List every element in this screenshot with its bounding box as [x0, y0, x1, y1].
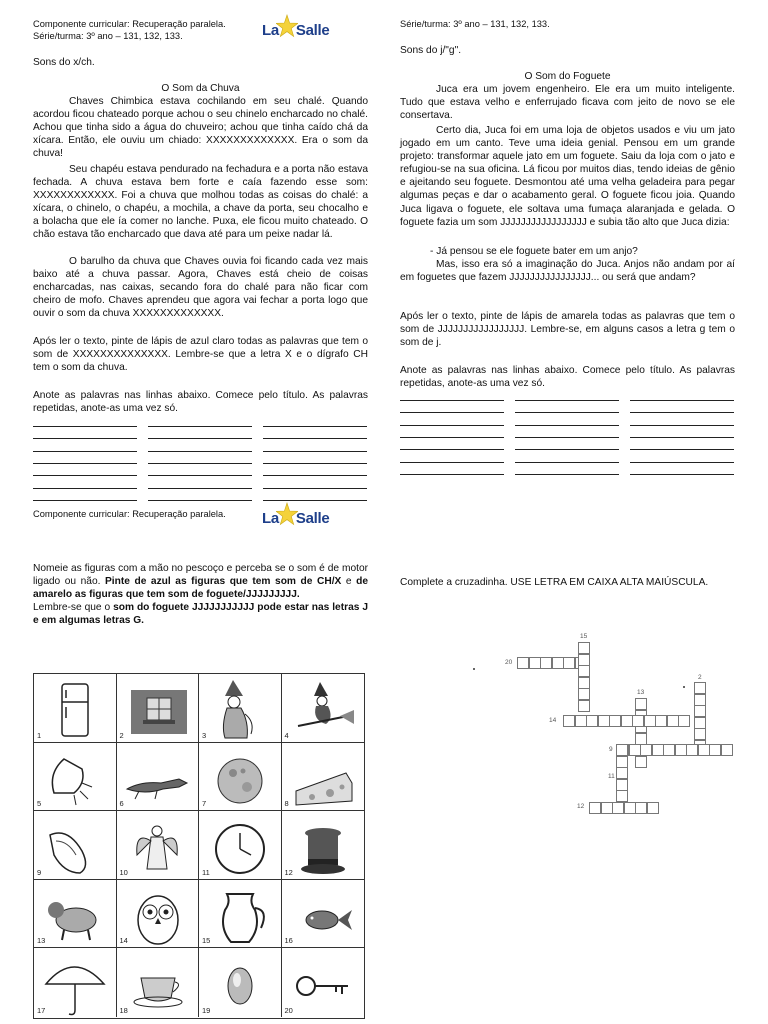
figure-grid: [33, 673, 365, 1019]
figure-number: 12: [284, 867, 293, 877]
writing-line[interactable]: [515, 412, 619, 413]
page2-paragraph-2: Certo dia, Juca foi em uma loja de objetos usados e viu um jato jogado em um canto. Teve uma ideia genial. Pensou em um grande projeto: transformar aquele jato em um foguete. Saiu da loja com o jato e refugiou-se na sua oficina. Lá ficou por muitos dias, tendo ideias de gênio e ajeitando seu foguete. Desmontou até uma velha geladeira para pegar algumas peças e dar o acabamento geral. O foguete ficou joia. Quando Juca ligava o foguete, ele soltava uma fumaça alaranjada e gelada. O foguete fazia um som JJJJJJJJJJJJJJJJJ e subia tão alto que Juca dizia:: [400, 125, 735, 228]
logo-text-left: La: [262, 510, 279, 527]
moon-icon: [199, 743, 281, 811]
crossword-square[interactable]: [694, 728, 706, 740]
crossword-square[interactable]: [616, 756, 628, 768]
crossword-clue-number: 12: [577, 803, 585, 810]
writing-line[interactable]: [630, 474, 734, 475]
crossword-square[interactable]: [517, 657, 529, 669]
alligator-icon: [117, 743, 199, 811]
whistle-icon: [34, 743, 116, 811]
stray-dot: [473, 668, 475, 670]
crossword-square[interactable]: [601, 802, 613, 814]
shoe-icon: [34, 811, 116, 879]
figure-number: 7: [202, 799, 207, 809]
writing-line[interactable]: [630, 437, 734, 438]
figure-number: 6: [119, 799, 124, 809]
page1-header-line2: Série/turma: 3º ano – 131, 132, 133.: [33, 30, 183, 41]
writing-line[interactable]: [33, 475, 137, 476]
crossword-square[interactable]: [678, 715, 690, 727]
crossword-square[interactable]: [663, 744, 675, 756]
page1-header: [33, 19, 263, 42]
page1-header-line1: Componente curricular: Recuperação paralela.: [33, 19, 226, 29]
figure-cell[interactable]: [199, 880, 282, 949]
figure-number: 10: [119, 867, 128, 877]
figure-cell[interactable]: [282, 743, 365, 812]
page2-quote: - Já pensou se ele foguete bater em um anjo?: [430, 246, 638, 257]
figure-cell[interactable]: [199, 811, 282, 880]
figure-number: 8: [284, 799, 289, 809]
writing-line[interactable]: [515, 474, 619, 475]
writing-line[interactable]: [400, 437, 504, 438]
writing-line[interactable]: [630, 425, 734, 426]
figure-cell[interactable]: [117, 948, 200, 1017]
crossword-square[interactable]: [578, 654, 590, 666]
crossword-square[interactable]: [552, 657, 564, 669]
writing-line[interactable]: [515, 449, 619, 450]
page1-paragraph-1: Chaves Chimbica estava cochilando em seu chalé. Quando acordou ficou chateado porque achou o seu chinelo encharcado no chalé. Achou que tinha sido a água do chuveiro; achou que tinha caído chá da xícara. Então, ele ouviu um chiado: XXXXXXXXXXXXX. Era o som da chuva!: [33, 96, 368, 160]
owl-icon: [117, 880, 199, 948]
writing-line[interactable]: [263, 500, 367, 501]
writing-line[interactable]: [630, 449, 734, 450]
crossword-square[interactable]: [721, 744, 733, 756]
writing-line[interactable]: [148, 426, 252, 427]
writing-line[interactable]: [148, 475, 252, 476]
figure-cell[interactable]: [282, 674, 365, 743]
figure-cell[interactable]: [117, 743, 200, 812]
crossword-square[interactable]: [694, 705, 706, 717]
crossword-square[interactable]: [529, 657, 541, 669]
refrigerator-icon: [34, 674, 116, 742]
logo-text-right: Salle: [295, 22, 330, 39]
page3-instr-b: Pinte de azul as figuras que tem som de CH/X: [105, 576, 342, 588]
crossword-square[interactable]: [589, 802, 601, 814]
page1-section-title: Sons do x/ch.: [33, 57, 95, 68]
figure-number: 13: [37, 936, 46, 946]
writing-line[interactable]: [33, 500, 137, 501]
crossword-square[interactable]: [694, 694, 706, 706]
crossword-square[interactable]: [635, 698, 647, 710]
figure-number: 19: [202, 1005, 211, 1015]
page4-instruction: Complete a cruzadinha. USE LETRA EM CAIXA ALTA MAIÚSCULA.: [400, 577, 709, 588]
writing-line[interactable]: [263, 463, 367, 464]
writing-line[interactable]: [33, 488, 137, 489]
crossword-square[interactable]: [675, 744, 687, 756]
crossword-square[interactable]: [540, 657, 552, 669]
page2-instruction-1: Após ler o texto, pinte de lápis de amarela todas as palavras que tem o som de JJJJJJJJJJJJJJJJJ. Lembre-se, em alguns casos a letra g tem o som de j.: [400, 311, 735, 349]
crossword-square[interactable]: [616, 744, 628, 756]
figure-number: 9: [37, 867, 42, 877]
figure-number: 16: [284, 936, 293, 946]
page1-paragraph-3: O barulho da chuva que Chaves ouvia foi ficando cada vez mais baixo até a chuva passar. Agora, Chaves está cheio de coisas encharcadas, nas caixas, secando fora do chalé para não ficar com cheiro de mofo. Chaves aprendeu que agora vai fechar a porta logo que ouvir o som da chuva XXXXXXXXXXXXX.: [33, 256, 368, 320]
figure-cell[interactable]: [34, 811, 117, 880]
logo-text-left: La: [262, 22, 279, 39]
writing-line[interactable]: [515, 425, 619, 426]
crossword-square[interactable]: [667, 715, 679, 727]
crossword-square[interactable]: [578, 677, 590, 689]
page3-instruction: [33, 562, 368, 627]
figure-cell[interactable]: [199, 743, 282, 812]
page3-instr-a: Nomeie as figuras com a mão no pescoço e perceba se o som é de motor ligado ou não.: [33, 563, 368, 588]
writing-line[interactable]: [148, 451, 252, 452]
crossword-square[interactable]: [616, 767, 628, 779]
crossword-square[interactable]: [563, 657, 575, 669]
figure-cell[interactable]: [34, 948, 117, 1017]
crossword-square[interactable]: [609, 715, 621, 727]
writing-line[interactable]: [630, 400, 734, 401]
umbrella-icon: [34, 948, 116, 1016]
crossword-square[interactable]: [616, 779, 628, 791]
crossword-square[interactable]: [709, 744, 721, 756]
crossword-clue-number: 13: [637, 689, 645, 696]
dog-icon: [34, 880, 116, 948]
page3-instr-c: e: [341, 576, 357, 588]
writing-line[interactable]: [33, 463, 137, 464]
writing-line[interactable]: [263, 426, 367, 427]
figure-cell[interactable]: [117, 674, 200, 743]
stray-dot: [683, 686, 685, 688]
page2-paragraph-1: Juca era um jovem engenheiro. Ele era um muito inteligente. Tudo que estava velho e enferrujado ficava com jeito de novo se ele consertava.: [400, 84, 735, 122]
fish-icon: [282, 880, 364, 948]
clock-icon: [199, 811, 281, 879]
writing-line[interactable]: [400, 412, 504, 413]
writing-line[interactable]: [515, 400, 619, 401]
figure-number: 15: [202, 936, 211, 946]
page1-story-title: O Som da Chuva: [161, 83, 240, 94]
figure-cell[interactable]: [34, 880, 117, 949]
writing-line[interactable]: [148, 488, 252, 489]
crossword-square[interactable]: [632, 715, 644, 727]
crossword-clue-number: 20: [505, 659, 513, 666]
crossword-square[interactable]: [647, 802, 659, 814]
writing-line[interactable]: [148, 463, 252, 464]
figure-number: 18: [119, 1005, 128, 1015]
figure-cell[interactable]: [117, 880, 200, 949]
crossword-square[interactable]: [640, 744, 652, 756]
page2-paragraph-3: Mas, isso era só a imaginação do Juca. Anjos não andam por aí em foguetes que fazem JJJJJJJJJJJJJJJJ... ou será que andam?: [400, 259, 735, 284]
writing-line[interactable]: [630, 462, 734, 463]
figure-number: 3: [202, 730, 207, 740]
figure-cell[interactable]: [282, 948, 365, 1017]
crossword-square[interactable]: [635, 756, 647, 768]
crossword-square[interactable]: [644, 715, 656, 727]
writing-line[interactable]: [33, 426, 137, 427]
angel-icon: [117, 811, 199, 879]
writing-line[interactable]: [263, 438, 367, 439]
figure-number: 20: [284, 1005, 293, 1015]
page2-section-title: Sons do j/"g".: [400, 45, 462, 56]
crossword-square[interactable]: [578, 642, 590, 654]
page2-header: Série/turma: 3º ano – 131, 132, 133.: [400, 19, 550, 29]
writing-line[interactable]: [148, 500, 252, 501]
crossword-square[interactable]: [652, 744, 664, 756]
witch-on-broom-icon: [282, 674, 364, 742]
top-hat-icon: [282, 811, 364, 879]
crossword-square[interactable]: [621, 715, 633, 727]
figure-cell[interactable]: [34, 674, 117, 743]
writing-line[interactable]: [630, 412, 734, 413]
writing-line[interactable]: [33, 438, 137, 439]
writing-line[interactable]: [400, 425, 504, 426]
writing-line[interactable]: [515, 462, 619, 463]
figure-cell[interactable]: [199, 674, 282, 743]
window-icon: [117, 674, 199, 742]
writing-line[interactable]: [263, 451, 367, 452]
writing-line[interactable]: [400, 474, 504, 475]
crossword-clue-number: 15: [580, 633, 588, 640]
page1-instruction-1: Após ler o texto, pinte de lápis de azul claro todas as palavras que tem o som de XXXXXXXXXXXXXX. Lembre-se que a letra X e o dígrafo CH tem o som da chuva.: [33, 336, 368, 374]
teacup-icon: [117, 948, 199, 1016]
crossword-square[interactable]: [612, 802, 624, 814]
witch-icon: [199, 674, 281, 742]
writing-line[interactable]: [400, 449, 504, 450]
figure-number: 5: [37, 799, 42, 809]
page3-instr-d: de amarelo as figuras que tem som de foguete/JJJJJJJJJ.: [33, 576, 368, 601]
crossword-square[interactable]: [635, 733, 647, 745]
crossword-square[interactable]: [629, 744, 641, 756]
crossword-square[interactable]: [655, 715, 667, 727]
figure-number: 1: [37, 730, 42, 740]
writing-line[interactable]: [263, 488, 367, 489]
page3-header: Componente curricular: Recuperação paralela.: [33, 509, 226, 519]
crossword-square[interactable]: [578, 700, 590, 712]
figure-number: 11: [202, 867, 210, 877]
crossword-square[interactable]: [686, 744, 698, 756]
jug-icon: [199, 880, 281, 948]
crossword-square[interactable]: [694, 682, 706, 694]
page1-paragraph-2: Seu chapéu estava pendurado na fechadura e a porta não estava fechada. A chuva estava bem forte e caía fazendo esse som: XXXXXXXXXXXX. Foi a chuva que molhou todas as coisas do chalé: a xícara, o chinelo, o chapéu, a mochila, a chave da porta, seu chocalho e a bolacha que ele ía comer no lanche. Puxa, ele ficou muito chateado. O chão estava tão encharcado que dava até para um peixe nadar lá.: [33, 164, 368, 241]
writing-line[interactable]: [400, 400, 504, 401]
crossword-square[interactable]: [616, 790, 628, 802]
page1-instruction-2: Anote as palavras nas linhas abaixo. Comece pelo título. As palavras repetidas, anote-as uma vez só.: [33, 390, 368, 415]
crossword-square[interactable]: [563, 715, 575, 727]
figure-cell[interactable]: [282, 880, 365, 949]
crossword-square[interactable]: [698, 744, 710, 756]
crossword-clue-number: 11: [608, 773, 615, 780]
crossword-clue-number: 14: [549, 717, 557, 724]
crossword-square[interactable]: [598, 715, 610, 727]
writing-line[interactable]: [33, 451, 137, 452]
crossword-square[interactable]: [624, 802, 636, 814]
writing-line[interactable]: [263, 475, 367, 476]
lasalle-logo: [262, 18, 342, 44]
crossword-clue-number: 9: [609, 746, 613, 753]
figure-number: 2: [119, 730, 124, 740]
crossword-square[interactable]: [578, 688, 590, 700]
crossword-square[interactable]: [694, 717, 706, 729]
page2-story-title: O Som do Foguete: [524, 71, 611, 82]
figure-number: 14: [119, 936, 128, 946]
crossword-square[interactable]: [586, 715, 598, 727]
figure-number: 4: [284, 730, 289, 740]
crossword-square[interactable]: [635, 802, 647, 814]
crossword-clue-number: 2: [698, 674, 702, 681]
logo-text-right: Salle: [295, 510, 330, 527]
crossword-square[interactable]: [578, 665, 590, 677]
writing-line[interactable]: [515, 437, 619, 438]
lasalle-logo-2: [262, 506, 342, 532]
figure-cell[interactable]: [34, 743, 117, 812]
figure-cell[interactable]: [117, 811, 200, 880]
key-icon: [282, 948, 364, 1016]
crossword-square[interactable]: [575, 715, 587, 727]
page3-instr-f: som do foguete JJJJJJJJJJJ pode estar nas letras J e em algumas letras G.: [33, 602, 368, 627]
page2-instruction-2: Anote as palavras nas linhas abaixo. Comece pelo título. As palavras repetidas, anote-as uma vez só.: [400, 365, 735, 390]
bean-icon: [199, 948, 281, 1016]
figure-cell[interactable]: [282, 811, 365, 880]
figure-cell[interactable]: [199, 948, 282, 1017]
writing-line[interactable]: [400, 462, 504, 463]
writing-line[interactable]: [148, 438, 252, 439]
figure-number: 17: [37, 1005, 46, 1015]
cheese-icon: [282, 743, 364, 811]
page3-instr-e: Lembre-se que o: [33, 602, 114, 614]
